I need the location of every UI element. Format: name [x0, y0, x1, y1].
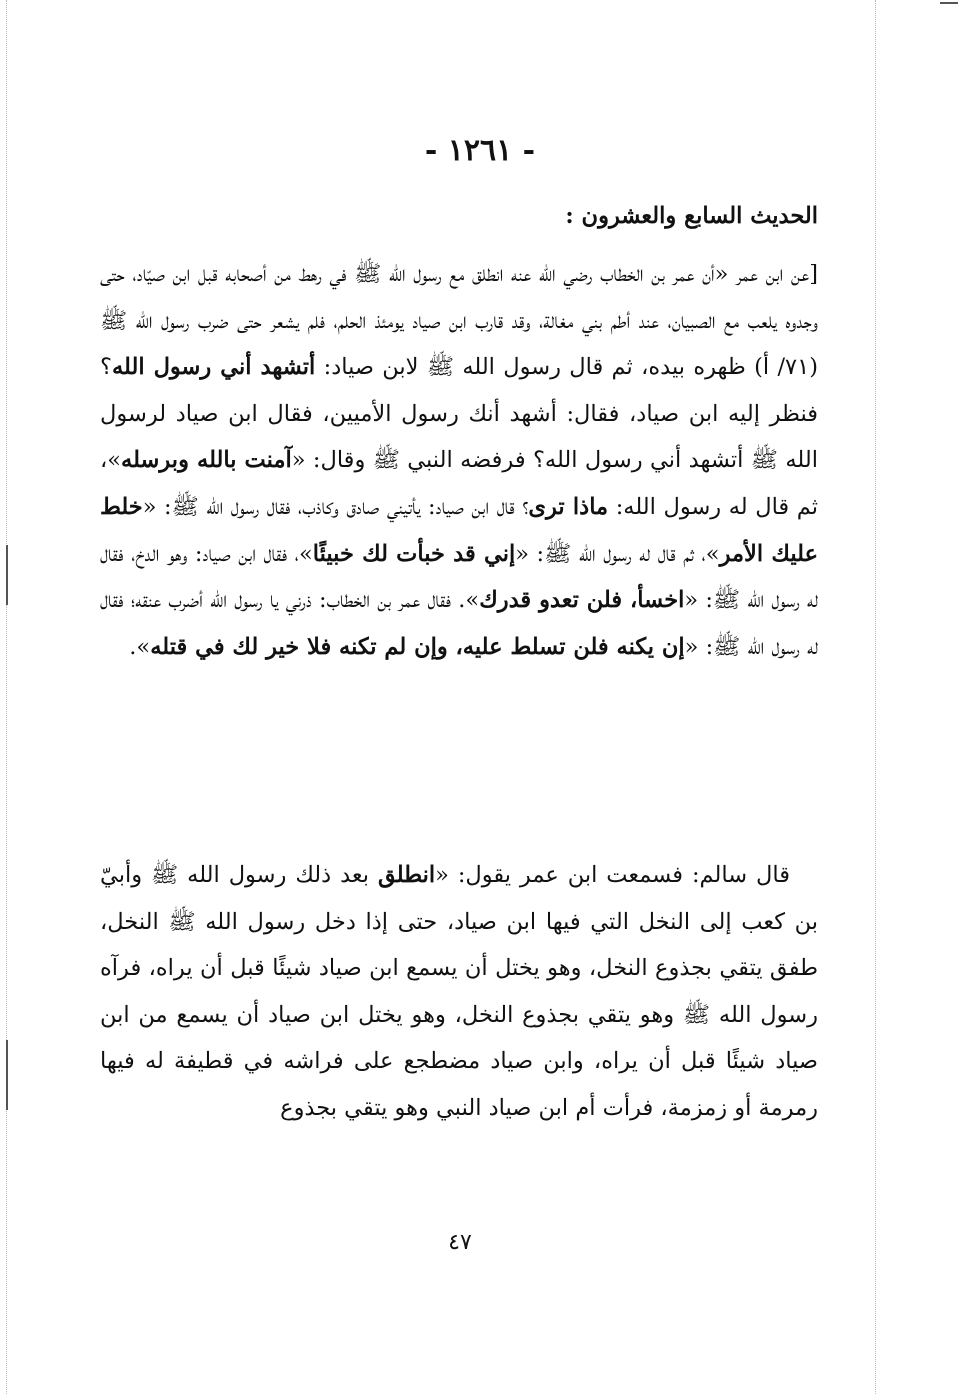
scan-tick-mark: [6, 1040, 8, 1110]
text-run: [عن ابن عمر «أن عمر بن الخطاب رضي الله عنه انطلق مع رسول الله ﷺ في رهط من أصحابه قبل ابن صيّاد، حتى وجدوه يلعب مع الصبيان، عند أطم بني مغالة، وقد قارب ابن صياد يومئذ الحلم، فلم يشعر حتى ضرب رسول الله ﷺ (٧١/ أ) ظهره بيده، ثم قال رسول الله ﷺ لابن صياد:: [100, 261, 818, 381]
scan-tick-mark: [6, 545, 8, 605]
corner-mark: [940, 2, 958, 4]
section-heading: الحديث السابع والعشرون :: [565, 203, 818, 229]
text-run: ».: [129, 633, 151, 660]
quote-start: انطلق: [377, 862, 436, 888]
right-margin-dots: [875, 0, 876, 1394]
prophet-quote: خلط عليك الأمر: [100, 493, 818, 567]
left-margin-dots: [6, 0, 7, 1394]
text-run: بعد ذلك رسول الله ﷺ وأبيّ بن كعب إلى النخل التي فيها ابن صياد، حتى إذا دخل رسول الله ﷺ النخل، طفق يتقي بجذوع النخل، وهو يختل أن يسمع ابن صياد شيئًا قبل أن يراه، فرآه رسول الله ﷺ وهو يتقي بجذوع النخل، وهو يختل ابن صياد أن يسمع من ابن صياد شيئًا قبل أن يراه، وابن صياد مضطجع على فراشه في قطيفة له فيها رمرمة أو زمزمة، فرأت أم ابن صياد النبي وهو يتقي بجذوع: [100, 862, 818, 1121]
text-run: »، ثم قال له رسول الله ﷺ: «: [515, 540, 720, 567]
text-run: ». فقال عمر بن الخطاب: ذرني يا رسول الله أضرب عنقه؛ فقال له رسول الله ﷺ: «: [100, 587, 818, 660]
prophet-quote: اخسأ، فلن تعدو قدرك: [479, 587, 685, 614]
text-run: »، ثم قال له رسول الله:: [100, 447, 818, 520]
text-run: ؟ فنظر إليه ابن صياد، فقال: أشهد أنك رسول الأميين، فقال ابن صياد لرسول الله ﷺ أتشهد أني رسول الله؟ فرفضه النبي ﷺ وقال: «: [100, 354, 818, 474]
narration-paragraph: [100, 852, 818, 1132]
prophet-quote: آمنت بالله وبرسله: [121, 447, 292, 474]
text-run: ؟ قال ابن صياد: يأتيني صادق وكاذب، فقال رسول الله ﷺ: «: [142, 493, 529, 520]
prophet-quote: أتشهد أني رسول الله: [111, 354, 316, 381]
prophet-quote: إن يكنه فلن تسلط عليه، وإن لم تكنه فلا خير لك في قتله: [150, 633, 685, 660]
hadith-number: - ١٢٦١ -: [424, 133, 536, 168]
text-run: »، فقال ابن صياد: وهو الدخ، فقال له رسول الله ﷺ: «: [100, 540, 818, 614]
prophet-quote: إني قد خبأت لك خبيئًا: [312, 540, 516, 567]
hadith-paragraph: [100, 251, 818, 670]
prophet-quote: ماذا ترى: [528, 493, 609, 520]
page-number: ٤٧: [448, 1230, 472, 1255]
text-run: قال سالم: فسمعت ابن عمر يقول: «: [435, 862, 790, 888]
